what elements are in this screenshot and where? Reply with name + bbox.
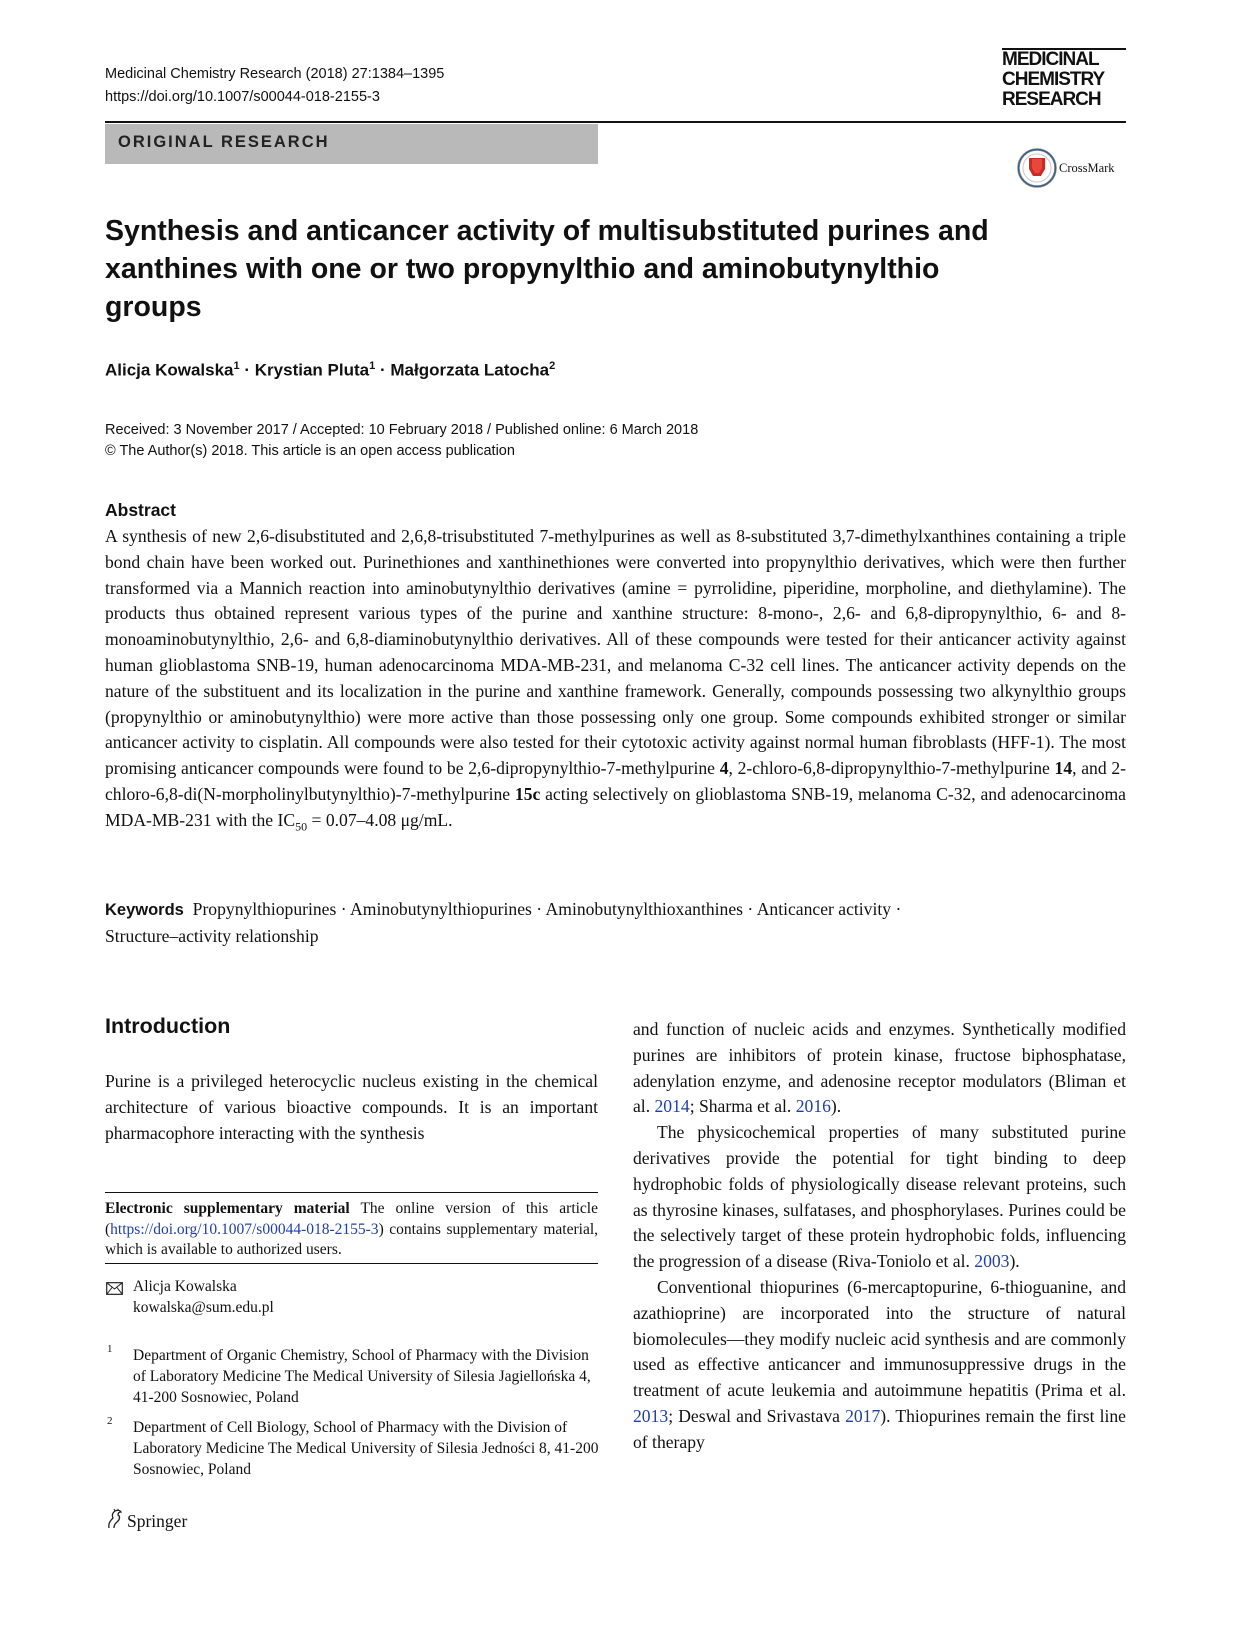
article-title: Synthesis and anticancer activity of multisubstituted purines and xanthines with one or two propynylthio and aminobutynylthio groups	[105, 215, 989, 323]
masthead-line-1: MEDICINAL	[1002, 49, 1099, 70]
citation-link[interactable]: 2017	[845, 1405, 881, 1426]
citation-link[interactable]: 2014	[654, 1096, 690, 1117]
compound-number: 15c	[514, 783, 541, 804]
author-name[interactable]: Małgorzata Latocha	[390, 360, 550, 380]
text-segment: Conventional thiopurines (6-mercaptopurine, 6-thioguanine, and azathioprine) are incorporated into the structure of natural biomolecules—they modify nucleic acid synthesis and are commonly used as effective anticancer and immunosuppressive drugs in the treatment of acute leukemia and autoimmune hepatitis (Prima et al.	[633, 1276, 1126, 1401]
author-name[interactable]: Alicja Kowalska	[105, 360, 234, 380]
ic50-subscript: 50	[295, 819, 308, 834]
keyword[interactable]: Aminobutynylthiopurines	[350, 899, 532, 919]
masthead-line-3: RESEARCH	[1002, 89, 1101, 110]
keyword[interactable]: Aminobutynylthioxanthines	[545, 899, 743, 919]
text-segment: ). Thiopurines remain the first line of therapy	[633, 1405, 1126, 1452]
supplementary-material-note	[105, 1199, 598, 1261]
introduction-left-column: Purine is a privileged heterocyclic nucleus existing in the chemical architecture of various bioactive compounds. It is an important pharmacophore interacting with the synthesis	[105, 1071, 598, 1143]
citation-link[interactable]: 2003	[974, 1251, 1010, 1272]
corresponding-author	[133, 1276, 274, 1318]
springer-horse-icon	[106, 1508, 123, 1530]
affiliation-number: 2	[107, 1415, 113, 1427]
citation-link[interactable]: 2016	[795, 1096, 831, 1117]
text-segment: ; Deswal and Srivastava	[668, 1405, 846, 1426]
abstract-segment: = 0.07–4.08 μg/mL.	[307, 809, 453, 830]
abstract-text	[105, 524, 1126, 834]
author-affiliation-mark: 2	[549, 360, 556, 372]
author-list	[105, 360, 555, 381]
introduction-heading: Introduction	[105, 1014, 231, 1038]
corresponding-author-email[interactable]: kowalska@sum.edu.pl	[133, 1299, 274, 1316]
keyword[interactable]: Anticancer activity	[756, 899, 892, 919]
abstract-segment: acting selectively on glioblastoma SNB-19, melanoma C-32, and adenocarcinoma MDA-MB-231 with the IC	[105, 783, 1126, 830]
publication-dates: Received: 3 November 2017 / Accepted: 10 February 2018 / Published online: 6 March 2018	[105, 422, 699, 438]
compound-number: 4	[719, 758, 729, 779]
keyword[interactable]: Structure–activity relationship	[105, 925, 319, 946]
author-separator: ·	[244, 360, 251, 380]
keyword-separator: ·	[747, 899, 754, 919]
affiliation-number: 1	[107, 1343, 113, 1355]
keyword-separator: ·	[340, 899, 347, 919]
footnote-divider	[105, 1263, 598, 1264]
keywords	[105, 897, 1126, 950]
esm-label: Electronic supplementary material	[105, 1200, 350, 1217]
supplementary-link[interactable]: https://doi.org/10.1007/s00044-018-2155-3	[110, 1220, 379, 1238]
keyword-separator: ·	[895, 899, 902, 919]
text-segment: and function of nucleic acids and enzymes. Synthetically modified purines are inhibitors of protein kinase, fructose biphosphatase, adenylation enzyme, and adenosine receptor modulators (Bliman et al.	[633, 1019, 1126, 1117]
journal-citation: Medicinal Chemistry Research (2018) 27:1384–1395	[105, 66, 445, 82]
affiliation-1: Department of Organic Chemistry, School of Pharmacy with the Division of Laboratory Medicine The Medical University of Silesia Jagiellońska 4, 41-200 Sosnowiec, Poland	[133, 1347, 591, 1406]
citation-link[interactable]: 2013	[633, 1405, 669, 1426]
crossmark-label[interactable]: CrossMark	[1059, 161, 1115, 175]
abstract-heading: Abstract	[105, 500, 176, 520]
text-segment: The physicochemical properties of many substituted purine derivatives provide the potential for tight binding to deep hydrophobic folds of physiologically disease relevant proteins, such as thyrosine kinases, sulfatases, and phosphorylases. Purines could be the selectively target of these protein hydrophobic folds, influencing the progression of a disease (Riva-Toniolo et al.	[633, 1122, 1126, 1272]
abstract-segment: A synthesis of new 2,6-disubstituted and 2,6,8-trisubstituted 7-methylpurines as well as 8-substituted 3,7-dimethylxanthines containing a triple bond chain have been worked out. Purinethiones and xanthinethiones were converted into propynylthio derivatives, which were then further transformed via a Mannich reaction into aminobutynylthio derivatives (amine = pyrrolidine, piperidine, morpholine, and diethylamine). The products thus obtained represent various types of the purine and xanthine structure: 8-mono-, 2,6- and 6,8-dipropynylthio, 6- and 8-monoaminobutynylthio, 2,6- and 6,8-diaminobutynylthio derivatives. All of these compounds were tested for their anticancer activity against human glioblastoma SNB-19, human adenocarcinoma MDA-MB-231, and melanoma C-32 cell lines. The anticancer activity depends on the nature of the substituent and its localization in the purine and xanthine framework. Generally, compounds possessing two alkynylthio groups (propynylthio or aminobutynylthio) were more active than those possessing only one group. Some compounds exhibited stronger or similar anticancer activity to cisplatin. All compounds were also tested for their cytotoxic activity against normal human fibroblasts (HFF-1). The most promising anticancer compounds were found to be 2,6-dipropynylthio-7-methylpurine	[105, 526, 1126, 779]
author-affiliation-mark: 1	[233, 360, 240, 372]
keyword-separator: ·	[536, 899, 543, 919]
envelope-icon	[106, 1282, 123, 1295]
author-separator: ·	[379, 360, 386, 380]
publisher-name: Springer	[127, 1511, 188, 1531]
section-label: ORIGINAL RESEARCH	[118, 133, 330, 151]
corresponding-author-name: Alicja Kowalska	[133, 1278, 237, 1295]
abstract-segment: , and 2-chloro-6,8-di(N-morpholinylbutynylthio)-7-methylpurine	[105, 758, 1126, 804]
masthead-line-2: CHEMISTRY	[1002, 69, 1105, 90]
footnote-divider	[105, 1192, 598, 1193]
crossmark-icon[interactable]	[1017, 148, 1057, 188]
text-segment: ) contains supplementary material, which is available to authorized users.	[105, 1220, 598, 1258]
paragraph	[633, 1017, 1126, 1120]
article-doi[interactable]: https://doi.org/10.1007/s00044-018-2155-3	[105, 89, 380, 105]
compound-number: 14	[1054, 758, 1073, 779]
text-segment: ; Sharma et al.	[689, 1096, 796, 1117]
keyword[interactable]: Propynylthiopurines	[192, 899, 337, 919]
paragraph	[633, 1275, 1126, 1456]
author-affiliation-mark: 1	[369, 360, 376, 372]
introduction-right-column	[633, 1017, 1126, 1456]
abstract-segment: , 2-chloro-6,8-dipropynylthio-7-methylpurine	[728, 758, 1055, 779]
copyright-notice: © The Author(s) 2018. This article is an open access publication	[105, 443, 515, 459]
paragraph	[633, 1120, 1126, 1275]
text-segment: ).	[1009, 1251, 1020, 1272]
text-segment: The online version of this article (	[105, 1200, 598, 1238]
text-segment: ).	[830, 1096, 842, 1117]
affiliation-2: Department of Cell Biology, School of Pharmacy with the Division of Laboratory Medicine The Medical University of Silesia Jedności 8, 41-200 Sosnowiec, Poland	[133, 1419, 599, 1478]
author-name[interactable]: Krystian Pluta	[254, 360, 370, 380]
keywords-label: Keywords	[105, 901, 184, 919]
journal-masthead-logo	[1002, 48, 1126, 110]
header-divider	[105, 121, 1126, 123]
